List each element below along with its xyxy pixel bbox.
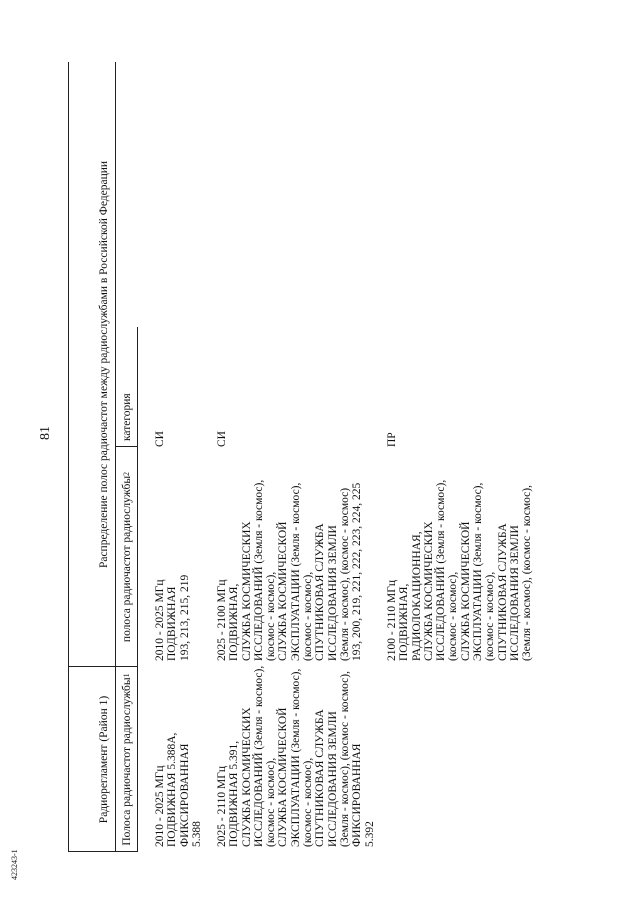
header-left-title: Радиорегламент (Район 1) (68, 667, 116, 852)
frequency-table (68, 62, 618, 852)
header-right-category: категория (116, 327, 138, 447)
row3-right-band: 2100 - 2110 МГц ПОДВИЖНАЯ, РАДИОЛОКАЦИОННАЯ, СЛУЖБА КОСМИЧЕСКИХ ИССЛЕДОВАНИЙ (Земля - космос), (космос - космос), СЛУЖБА КОСМИЧЕСКОЙ ЭКСПЛУАТАЦИИ (Земля - космос), (космос - космос), СПУТНИКОВАЯ СЛУЖБА ИССЛЕДОВАНИЯ ЗЕМЛИ (Земля - космос), (космос - космос), (386, 479, 534, 661)
header-right-title: Распределение полос радиочастот между радиослужбами в Российской Федерации (68, 62, 116, 667)
header-right-band: полоса радиочастот радиослужбы 2 (116, 447, 138, 667)
row1-left-band: 2010 - 2025 МГц ПОДВИЖНАЯ 5.388А, ФИКСИРОВАННАЯ 5.388 (154, 732, 203, 847)
row2-right-band: 2025 - 2100 МГц ПОДВИЖНАЯ, СЛУЖБА КОСМИЧЕСКИХ ИССЛЕДОВАНИЙ (Земля - космос), (космос - космос), СЛУЖБА КОСМИЧЕСКОЙ ЭКСПЛУАТАЦИИ (Земля - космос), (космос - космос), СПУТНИКОВАЯ СЛУЖБА ИССЛЕДОВАНИЯ ЗЕМЛИ (Земля - космос), (космос - космос) 193, 200, 219, 221, 222, 223, 224, 225 (216, 479, 364, 661)
row1-right-band: 2010 - 2025 МГц ПОДВИЖНАЯ 193, 213, 215, 219 (154, 574, 191, 661)
document-code: 423243-1 (10, 849, 19, 880)
row3-category: ПР (386, 432, 398, 447)
row2-left-band: 2025 - 2110 МГц ПОДВИЖНАЯ 5.391, СЛУЖБА КОСМИЧЕСКИХ ИССЛЕДОВАНИЙ (Земля - космос), (космос - космос), СЛУЖБА КОСМИЧЕСКОЙ ЭКСПЛУАТАЦИИ (Земля - космос), (космос - космос), СПУТНИКОВАЯ СЛУЖБА ИССЛЕДОВАНИЯ ЗЕМЛИ (Земля - космос), (космос - космос), ФИКСИРОВАННАЯ 5.392 (216, 665, 376, 847)
row1-category: СИ (154, 431, 166, 447)
page-number: 81 (38, 426, 53, 440)
row2-category: СИ (216, 431, 228, 447)
header-left-sub: Полоса радиочастот радиослужбы 1 (116, 667, 138, 852)
